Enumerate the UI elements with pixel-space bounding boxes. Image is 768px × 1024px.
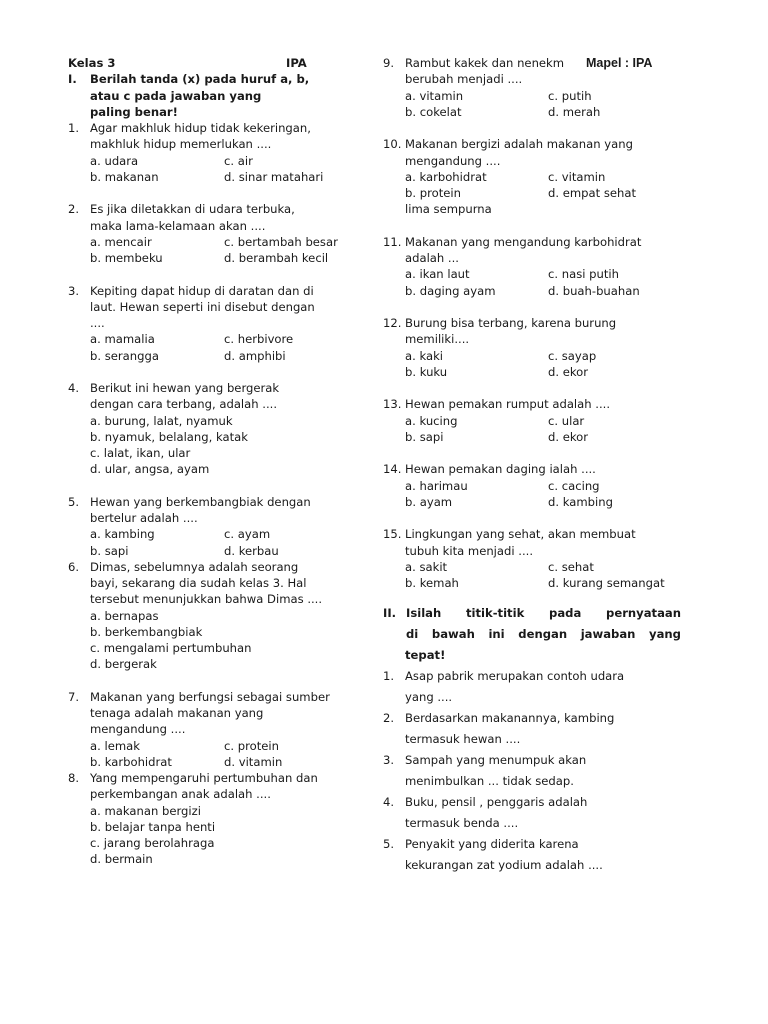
answer-option: d. kambing: [548, 494, 613, 509]
question-text: [383, 315, 681, 331]
answer-option: b. belajar tanpa henti: [90, 819, 216, 834]
text-line: maka lama-kelamaan akan ....: [90, 218, 266, 233]
answer-option: d. ular, angsa, ayam: [90, 462, 210, 477]
answer-option: c. jarang berolahraga: [90, 836, 215, 850]
answer-options: [68, 413, 373, 429]
blank-line: [68, 266, 373, 282]
text-line: ....: [90, 316, 105, 330]
section-instruction: [383, 603, 681, 624]
question-number: 9.: [383, 56, 395, 70]
mapel-label: Mapel : IPA: [586, 56, 653, 70]
question-text: Asap pabrik merupakan contoh udara: [405, 669, 625, 684]
answer-option: a. sakit: [405, 559, 448, 574]
text-line: kekurangan zat yodium adalah ....: [405, 858, 603, 873]
answer-options: [383, 348, 681, 364]
blank-line: [383, 510, 681, 526]
answer-option: c. sehat: [548, 559, 594, 574]
question-text: [68, 201, 373, 217]
answer-option: d. berambah kecil: [224, 251, 329, 265]
section-instruction-text: di bawah ini dengan jawaban yang: [406, 627, 681, 642]
answer-option: b. cokelat: [405, 104, 462, 119]
answer-option: d. kurang semangat: [548, 576, 665, 590]
question-text: [383, 234, 681, 250]
answer-option: b. sapi: [90, 543, 129, 558]
answer-options: [68, 543, 373, 559]
text-line: paling benar!: [90, 104, 178, 119]
subject-label: IPA: [286, 56, 307, 70]
text-line: mengandung ....: [405, 153, 501, 168]
answer-options: [68, 348, 373, 364]
text-line: [383, 71, 681, 87]
answer-option: d. bermain: [90, 852, 153, 867]
answer-option: c. ular: [548, 413, 585, 428]
text-line: termasuk hewan ....: [405, 732, 521, 747]
answer-option: a. vitamin: [405, 88, 464, 103]
answer-options: [383, 169, 681, 185]
question-number: 5.: [68, 494, 80, 509]
text-line: [68, 104, 373, 120]
text-line: [383, 331, 681, 347]
text-line: [68, 88, 373, 104]
answer-option: d. kerbau: [224, 543, 279, 558]
answer-option: a. ikan laut: [405, 267, 470, 282]
question-number: 2.: [68, 202, 80, 217]
text-line: [383, 250, 681, 266]
text-line: adalah ...: [405, 251, 459, 265]
question-text: [68, 380, 373, 396]
question-text: [68, 283, 373, 299]
answer-options: [68, 835, 373, 851]
answer-option: c. putih: [548, 88, 592, 103]
answer-option: b. kuku: [405, 364, 448, 379]
text-line: [68, 721, 373, 737]
answer-options: [68, 754, 373, 770]
answer-options: [383, 559, 681, 575]
question-text: [68, 770, 373, 786]
text-line: [68, 705, 373, 721]
text-line: bertelur adalah ....: [90, 511, 198, 525]
text-line: tepat!: [405, 648, 446, 663]
answer-options: [383, 201, 681, 217]
answer-options: [383, 575, 681, 591]
question-text: [383, 834, 681, 855]
question-number: 11.: [383, 234, 402, 249]
question-number: 1.: [68, 121, 80, 135]
question-number: 10.: [383, 137, 402, 152]
answer-options: [68, 331, 373, 347]
question-number: 12.: [383, 316, 402, 330]
answer-option: b. ayam: [405, 494, 453, 509]
question-text: Berilah tanda (x) pada huruf a, b,: [90, 72, 310, 87]
answer-option: b. nyamuk, belalang, katak: [90, 429, 248, 444]
question-text: [68, 559, 373, 575]
text-line: [383, 687, 681, 708]
text-line: bayi, sekarang dia sudah kelas 3. Hal: [90, 576, 307, 590]
question-text: Dimas, sebelumnya adalah seorang: [90, 559, 299, 574]
answer-option: a. bernapas: [90, 608, 159, 623]
question-text: Berikut ini hewan yang bergerak: [90, 381, 280, 395]
answer-option: d. ekor: [548, 429, 589, 444]
question-number: 7.: [68, 689, 80, 704]
answer-option: a. udara: [90, 153, 139, 168]
question-text: [383, 792, 681, 813]
answer-option: b. karbohidrat: [90, 754, 172, 769]
question-number: 5.: [383, 837, 395, 852]
answer-option: d. amphibi: [224, 348, 286, 363]
text-line: atau c pada jawaban yang: [90, 88, 262, 103]
question-text: [383, 708, 681, 729]
question-text: [383, 666, 681, 687]
answer-options: [68, 461, 373, 477]
blank-line: [68, 185, 373, 201]
answer-options: [383, 478, 681, 494]
question-number: 1.: [383, 669, 395, 684]
answer-option: c. sayap: [548, 348, 597, 363]
question-text: [68, 689, 373, 705]
answer-options: [68, 738, 373, 754]
header-line: [68, 55, 373, 71]
answer-option: a. mamalia: [90, 332, 155, 347]
text-line: [68, 136, 373, 152]
text-line: berubah menjadi ....: [405, 72, 523, 87]
answer-option: c. ayam: [224, 527, 271, 542]
section-instruction: [383, 624, 681, 645]
text-line: [383, 645, 681, 666]
question-text: [68, 71, 373, 87]
right-column: [383, 55, 681, 876]
answer-options: [68, 153, 373, 169]
text-line: mengandung ....: [90, 722, 186, 737]
answer-options: [68, 445, 373, 461]
text-line: [68, 510, 373, 526]
answer-options: [383, 364, 681, 380]
question-number: 4.: [68, 381, 80, 395]
answer-options: [383, 283, 681, 299]
answer-options: [383, 185, 681, 201]
answer-options: [68, 526, 373, 542]
answer-option: a. kaki: [405, 348, 444, 363]
answer-option: b. makanan: [90, 169, 159, 184]
question-number: 6.: [68, 559, 80, 574]
question-text: Makanan yang berfungsi sebagai sumber: [90, 689, 330, 704]
answer-option: b. sapi: [405, 429, 444, 444]
text-line: [68, 591, 373, 607]
question-text: Yang mempengaruhi pertumbuhan dan: [90, 771, 318, 785]
blank-line: [383, 380, 681, 396]
answer-options: [383, 494, 681, 510]
answer-option: b. protein: [405, 186, 461, 200]
text-line: dengan cara terbang, adalah ....: [90, 397, 278, 412]
question-text: Lingkungan yang sehat, akan membuat: [405, 527, 636, 542]
text-line: [68, 299, 373, 315]
text-line: [383, 771, 681, 792]
text-line: [68, 786, 373, 802]
question-text: [383, 136, 681, 152]
question-text: [68, 494, 373, 510]
answer-options: [68, 803, 373, 819]
blank-line: [68, 673, 373, 689]
text-line: memiliki....: [405, 332, 470, 347]
question-text: [383, 396, 681, 412]
blank-line: [68, 364, 373, 380]
answer-option: d. merah: [548, 104, 601, 119]
text-line: [383, 729, 681, 750]
section-instruction-text: Isilah titik-titik pada pernyataan: [406, 606, 681, 621]
answer-option: c. lalat, ikan, ular: [90, 446, 191, 460]
answer-option: b. serangga: [90, 348, 159, 363]
answer-option: b. daging ayam: [405, 283, 496, 298]
answer-options: [68, 819, 373, 835]
answer-option: a. harimau: [405, 478, 468, 493]
answer-option: a. karbohidrat: [405, 169, 487, 184]
answer-option: b. berkembangbiak: [90, 624, 203, 639]
question-text: Sampah yang menumpuk akan: [405, 753, 587, 768]
answer-options: [68, 851, 373, 867]
answer-options: [383, 88, 681, 104]
answer-option: d. buah-buahan: [548, 283, 640, 298]
question-text: Agar makhluk hidup tidak kekeringan,: [90, 121, 311, 135]
question-text: Burung bisa terbang, karena burung: [405, 316, 617, 330]
answer-options: [68, 250, 373, 266]
question-number: 15.: [383, 527, 402, 542]
question-text: [383, 526, 681, 542]
text-line: makhluk hidup memerlukan ....: [90, 137, 272, 152]
answer-options: [383, 104, 681, 120]
answer-option: c. vitamin: [548, 169, 606, 184]
answer-options: [68, 624, 373, 640]
text-line: [68, 575, 373, 591]
text-line: [383, 153, 681, 169]
text-line: perkembangan anak adalah ....: [90, 787, 271, 802]
question-number: 13.: [383, 397, 402, 412]
answer-options: [383, 266, 681, 282]
answer-option: a. burung, lalat, nyamuk: [90, 413, 233, 428]
left-column: [68, 55, 373, 868]
question-text: [68, 120, 373, 136]
answer-option: d. bergerak: [90, 657, 157, 672]
question-text: Buku, pensil , penggaris adalah: [405, 795, 588, 810]
blank-line: [383, 218, 681, 234]
question-text: Berdasarkan makanannya, kambing: [405, 711, 615, 726]
answer-options: [68, 169, 373, 185]
text-line: tersebut menunjukkan bahwa Dimas ....: [90, 592, 323, 607]
answer-option: c. nasi putih: [548, 267, 619, 282]
answer-option: c. cacing: [548, 478, 600, 493]
text-line: [383, 543, 681, 559]
question-text: [383, 750, 681, 771]
answer-option: a. lemak: [90, 738, 140, 753]
question-text: Hewan pemakan rumput adalah ....: [405, 397, 611, 412]
question-text: Hewan pemakan daging ialah ....: [405, 462, 596, 477]
question-number: 3.: [68, 283, 80, 298]
text-line: menimbulkan ... tidak sedap.: [405, 774, 574, 789]
question-number: I.: [68, 72, 77, 87]
answer-option: b. kemah: [405, 576, 459, 590]
text-line: yang ....: [405, 690, 453, 705]
question-number: II.: [383, 606, 397, 621]
question-text: Hewan yang berkembangbiak dengan: [90, 494, 311, 509]
answer-option: c. air: [224, 153, 253, 168]
text-line: tubuh kita menjadi ....: [405, 543, 534, 558]
text-line: [68, 396, 373, 412]
question-text: Makanan yang mengandung karbohidrat: [405, 234, 642, 249]
answer-options: [383, 413, 681, 429]
text-line: [68, 315, 373, 331]
answer-option: c. protein: [224, 738, 279, 753]
text-line: [68, 218, 373, 234]
blank-line: [383, 120, 681, 136]
answer-option: c. herbivore: [224, 332, 294, 347]
question-text: Penyakit yang diderita karena: [405, 837, 579, 852]
answer-option: lima sempurna: [405, 202, 492, 217]
question-number: 3.: [383, 753, 395, 768]
answer-options: [68, 608, 373, 624]
question-number: 14.: [383, 462, 402, 477]
answer-option: d. empat sehat: [548, 186, 637, 200]
answer-option: a. kucing: [405, 413, 458, 428]
answer-options: [383, 429, 681, 445]
class-label: Kelas 3: [68, 56, 116, 70]
answer-option: d. ekor: [548, 364, 589, 379]
text-line: [383, 855, 681, 876]
answer-option: c. mengalami pertumbuhan: [90, 641, 252, 655]
blank-line: [383, 591, 681, 603]
text-line: laut. Hewan seperti ini disebut dengan: [90, 299, 315, 314]
answer-option: a. mencair: [90, 234, 152, 249]
blank-line: [383, 445, 681, 461]
answer-options: [68, 640, 373, 656]
question-text: [383, 461, 681, 477]
question-number: 4.: [383, 795, 395, 810]
answer-option: c. bertambah besar: [224, 234, 338, 249]
answer-option: b. membeku: [90, 251, 163, 265]
question-number: 8.: [68, 771, 80, 785]
answer-options: [68, 234, 373, 250]
blank-line: [68, 478, 373, 494]
answer-option: d. vitamin: [224, 754, 283, 769]
question-text: Es jika diletakkan di udara terbuka,: [90, 202, 295, 217]
answer-option: a. kambing: [90, 527, 155, 542]
answer-option: d. sinar matahari: [224, 169, 324, 184]
question-text: Makanan bergizi adalah makanan yang: [405, 137, 633, 152]
blank-line: [383, 299, 681, 315]
question-text: Rambut kakek dan nenekm: [405, 56, 565, 70]
text-line: termasuk benda ....: [405, 816, 519, 831]
answer-options: [68, 429, 373, 445]
question-text: Kepiting dapat hidup di daratan dan di: [90, 283, 314, 298]
question-number: 2.: [383, 711, 395, 726]
answer-option: a. makanan bergizi: [90, 803, 201, 818]
answer-options: [68, 656, 373, 672]
text-line: [383, 813, 681, 834]
text-line: tenaga adalah makanan yang: [90, 706, 264, 720]
